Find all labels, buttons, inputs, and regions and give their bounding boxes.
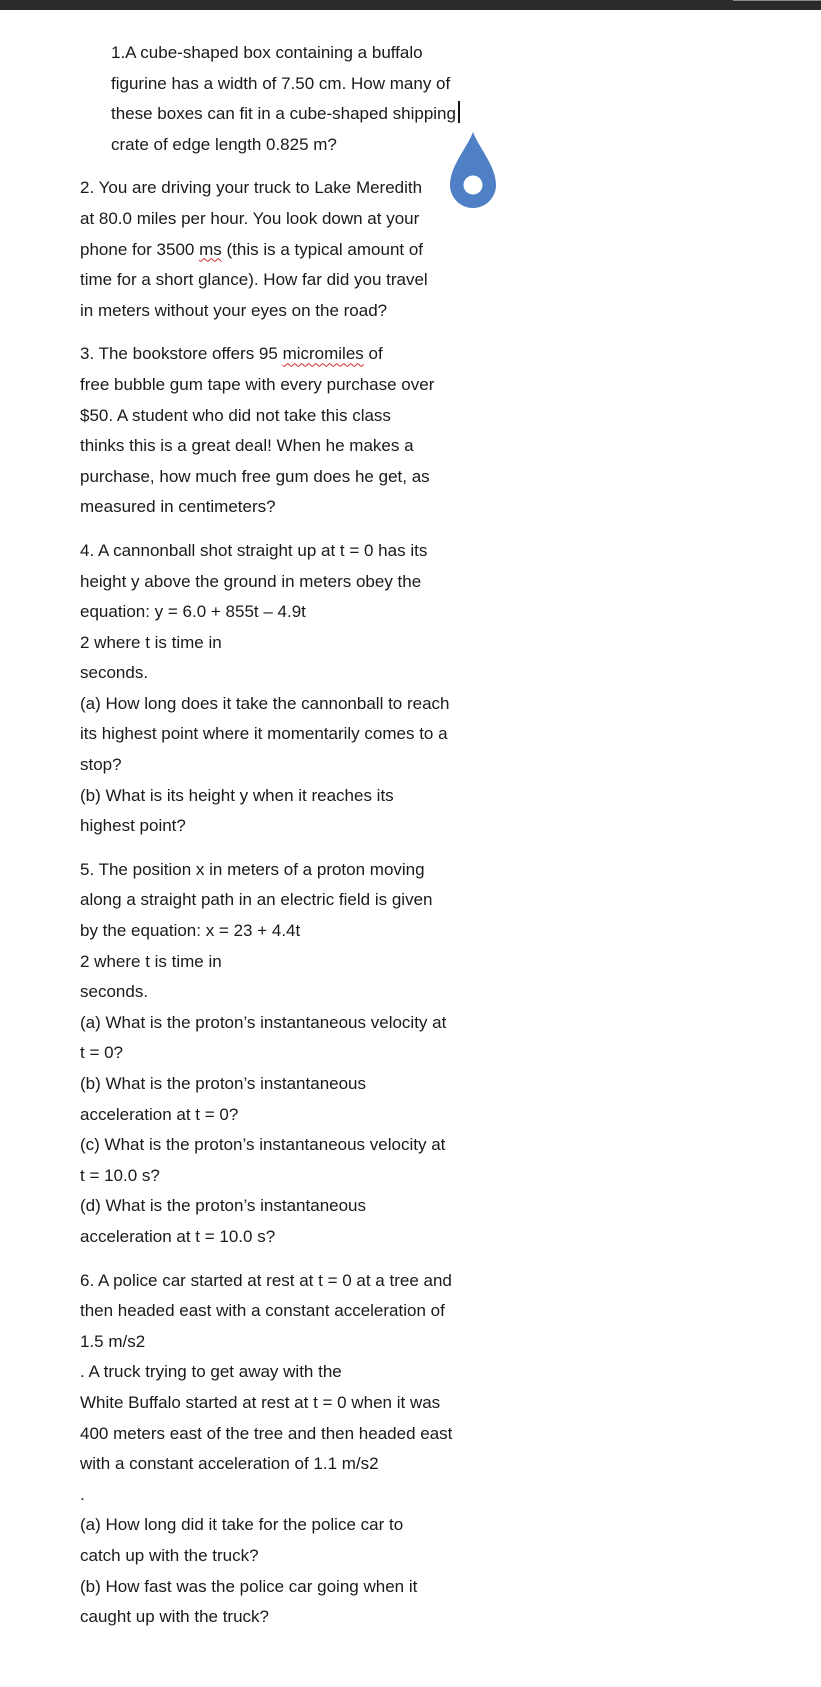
problem-4-line-6: (a) How long does it take the cannonball to reach bbox=[80, 693, 450, 713]
problem-5-line-5: seconds. bbox=[80, 982, 149, 1002]
problem-2-line-1: 2. You are driving your truck to Lake Meredith bbox=[80, 178, 423, 198]
problem-1-line-3-text: these boxes can fit in a cube-shaped shipping bbox=[111, 104, 456, 124]
problem-4-line-1: 4. A cannonball shot straight up at t = 0 has its bbox=[80, 540, 428, 560]
problem-5-line-10: (c) What is the proton’s instantaneous velocity at bbox=[80, 1135, 446, 1155]
problem-4 bbox=[80, 536, 500, 842]
problem-5 bbox=[80, 855, 500, 1253]
problem-3-line-6: measured in centimeters? bbox=[80, 497, 276, 517]
misspelled-word[interactable]: ms bbox=[199, 239, 222, 259]
problem-2-line-3-end: (this is a typical amount of bbox=[221, 239, 424, 259]
problem-2-line-4: time for a short glance). How far did you travel bbox=[80, 270, 428, 290]
problem-1-line-4: crate of edge length 0.825 m? bbox=[111, 134, 337, 154]
problem-2-line-2: at 80.0 miles per hour. You look down at your bbox=[80, 208, 420, 228]
problem-5-line-9: acceleration at t = 0? bbox=[80, 1104, 239, 1124]
problem-3-line-1-end: of bbox=[363, 344, 383, 364]
problem-6-line-1: 6. A police car started at rest at t = 0 at a tree and bbox=[80, 1270, 452, 1290]
misspelled-word[interactable]: micromiles bbox=[282, 344, 364, 364]
top-bar-edge bbox=[733, 0, 821, 1]
problem-6-line-6: 400 meters east of the tree and then headed east bbox=[80, 1423, 453, 1443]
problem-5-line-11: t = 10.0 s? bbox=[80, 1165, 160, 1185]
problem-3-line-1 bbox=[80, 339, 500, 370]
problem-6 bbox=[80, 1266, 500, 1633]
problem-2-line-3-start: phone for 3500 bbox=[80, 239, 200, 259]
problem-6-line-4: . A truck trying to get away with the bbox=[80, 1362, 342, 1382]
problem-6-line-9: (a) How long did it take for the police car to bbox=[80, 1515, 404, 1535]
problem-4-line-9: (b) What is its height y when it reaches its bbox=[80, 785, 394, 805]
problem-6-line-12: caught up with the truck? bbox=[80, 1607, 270, 1627]
problem-1-line-1: 1.A cube-shaped box containing a buffalo bbox=[111, 43, 423, 62]
problem-4-line-4: 2 where t is time in bbox=[80, 632, 222, 652]
problem-6-line-10: catch up with the truck? bbox=[80, 1545, 259, 1565]
problem-2-line-5: in meters without your eyes on the road? bbox=[80, 300, 388, 320]
problem-6-line-7: with a constant acceleration of 1.1 m/s2 bbox=[80, 1454, 379, 1474]
problem-1-line-2: figurine has a width of 7.50 cm. How many of bbox=[111, 73, 451, 93]
problem-5-line-8: (b) What is the proton’s instantaneous bbox=[80, 1074, 367, 1093]
problem-2 bbox=[80, 173, 500, 326]
problem-5-line-7: t = 0? bbox=[80, 1043, 124, 1063]
problem-1 bbox=[80, 38, 500, 160]
problem-6-line-3: 1.5 m/s2 bbox=[80, 1331, 146, 1351]
problem-3-line-1-start: 3. The bookstore offers 95 bbox=[80, 344, 283, 364]
problem-5-line-4: 2 where t is time in bbox=[80, 951, 222, 971]
problem-6-line-2: then headed east with a constant acceleration of bbox=[80, 1301, 445, 1321]
problem-5-line-13: acceleration at t = 10.0 s? bbox=[80, 1226, 276, 1246]
window-top-bar bbox=[0, 0, 821, 10]
teardrop-handle-icon[interactable] bbox=[447, 130, 499, 210]
problem-3-line-3: $50. A student who did not take this class bbox=[80, 405, 391, 425]
problem-3 bbox=[80, 339, 500, 523]
problem-6-line-8: . bbox=[80, 1484, 85, 1504]
document-body[interactable] bbox=[80, 38, 500, 1646]
problem-5-line-3: by the equation: x = 23 + 4.4t bbox=[80, 921, 301, 941]
problem-5-line-6: (a) What is the proton’s instantaneous velocity at bbox=[80, 1012, 447, 1032]
problem-2-line-3 bbox=[80, 235, 500, 266]
problem-3-line-2: free bubble gum tape with every purchase over bbox=[80, 374, 435, 394]
problem-3-line-5: purchase, how much free gum does he get, as bbox=[80, 466, 430, 486]
problem-5-line-1: 5. The position x in meters of a proton moving bbox=[80, 859, 425, 879]
problem-4-line-7: its highest point where it momentarily comes to a bbox=[80, 724, 448, 744]
problem-5-line-2: along a straight path in an electric field is given bbox=[80, 890, 433, 910]
problem-5-line-12: (d) What is the proton’s instantaneous bbox=[80, 1196, 367, 1216]
problem-4-line-8: stop? bbox=[80, 755, 122, 775]
problem-4-line-5: seconds. bbox=[80, 663, 149, 683]
problem-6-line-5: White Buffalo started at rest at t = 0 when it was bbox=[80, 1392, 441, 1412]
problem-4-line-10: highest point? bbox=[80, 816, 186, 836]
text-cursor bbox=[458, 101, 460, 123]
problem-6-line-11: (b) How fast was the police car going when it bbox=[80, 1576, 418, 1596]
problem-1-line-3 bbox=[111, 99, 500, 130]
problem-4-line-2: height y above the ground in meters obey the bbox=[80, 571, 422, 591]
problem-4-line-3: equation: y = 6.0 + 855t – 4.9t bbox=[80, 602, 306, 622]
problem-3-line-4: thinks this is a great deal! When he makes a bbox=[80, 436, 414, 456]
